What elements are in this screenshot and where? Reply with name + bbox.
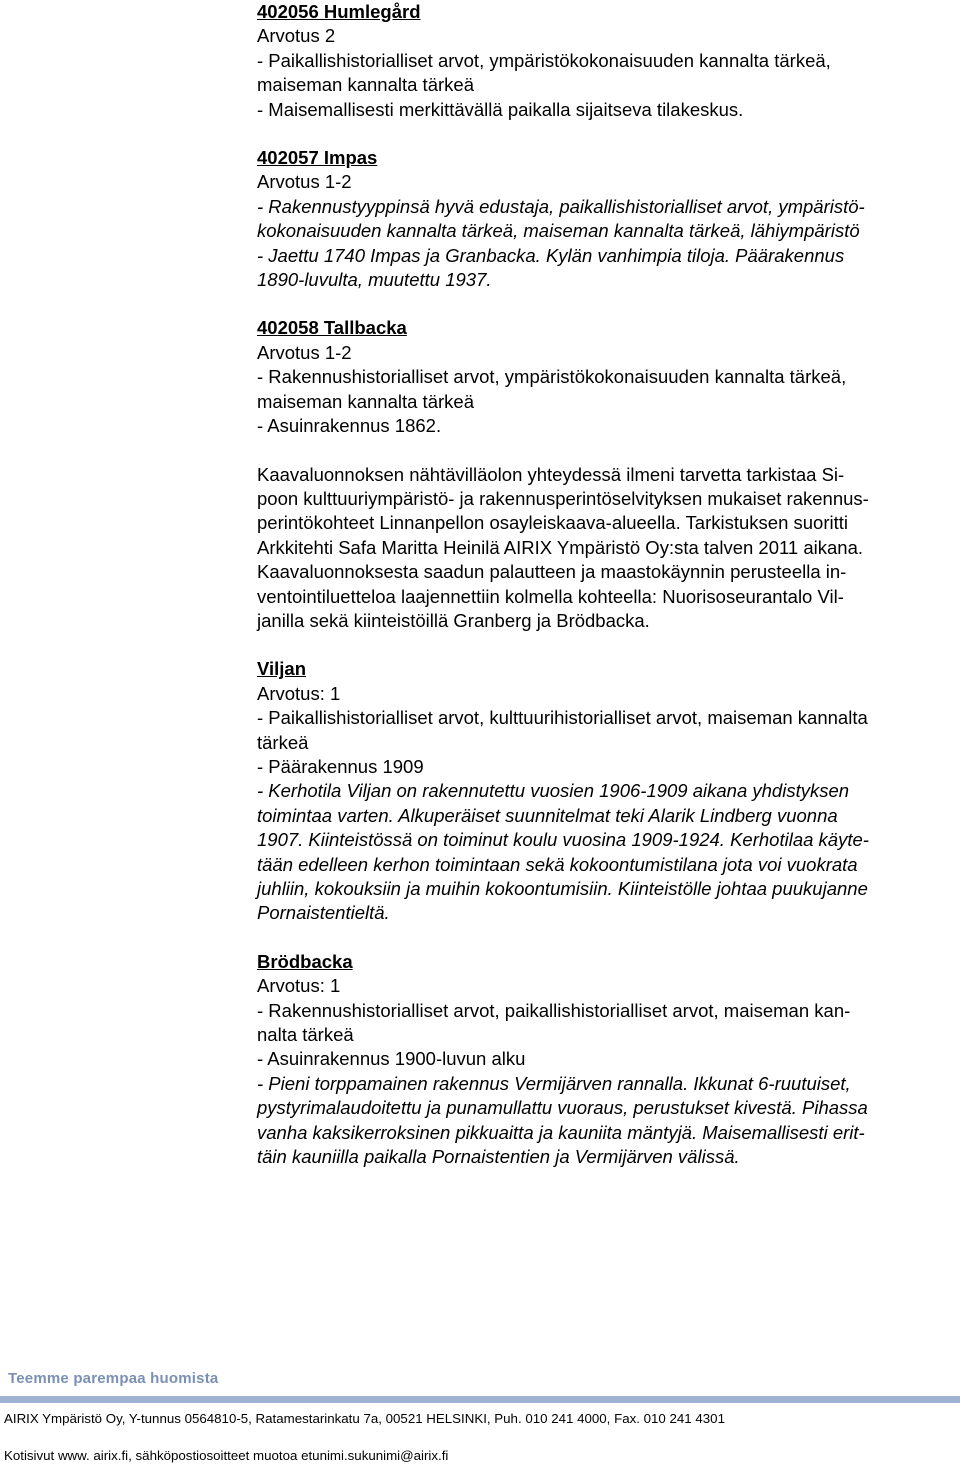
paragraph-line: ventointiluetteloa laajennettiin kolmella kohteella: Nuorisoseurantalo Vil-	[257, 585, 844, 607]
rating-line: Arvotus 1-2	[257, 171, 352, 193]
footer-website: Kotisivut www. airix.fi, sähköpostiosoitteet muotoa etunimi.sukunimi@airix.fi	[4, 1448, 449, 1463]
description-line: nalta tärkeä	[257, 1024, 354, 1046]
paragraph-line: Kaavaluonnoksen nähtävilläolon yhteydessä ilmeni tarvetta tarkistaa Si-	[257, 463, 845, 485]
site-entry-402057	[257, 146, 957, 292]
description-line: 1907. Kiinteistössä on toiminut koulu vuosina 1909-1924. Kerhotilaa käyte-	[257, 829, 869, 851]
description-line: - Asuinrakennus 1900-luvun alku	[257, 1048, 526, 1070]
site-title: Viljan	[257, 658, 307, 680]
paragraph-line: Arkkitehti Safa Maritta Heinilä AIRIX Ympäristö Oy:sta talven 2011 aikana.	[257, 536, 863, 558]
paragraph-line: poon kulttuuriympäristö- ja rakennusperintöselvityksen mukaiset rakennus-	[257, 487, 869, 509]
rating-line: Arvotus: 1	[257, 975, 341, 997]
footer-address: AIRIX Ympäristö Oy, Y-tunnus 0564810-5, Ratamestarinkatu 7a, 00521 HELSINKI, Puh. 010 241 4000, Fax. 010 241 4301	[4, 1411, 725, 1426]
description-line: toimintaa varten. Alkuperäiset suunnitelmat teki Alarik Lindberg vuonna	[257, 804, 838, 826]
description-line: - Paikallishistorialliset arvot, ympäristökokonaisuuden kannalta tärkeä,	[257, 49, 831, 71]
footer-divider	[0, 1396, 960, 1403]
description-line: tään edelleen kerhon toimintaan sekä kokoontumistilana jota voi vuokrata	[257, 853, 858, 875]
description-line: - Rakennushistorialliset arvot, paikallishistorialliset arvot, maiseman kan-	[257, 999, 851, 1021]
rating-line: Arvotus: 1	[257, 682, 341, 704]
site-entry-brodbacka	[257, 950, 957, 1170]
site-title: Brödbacka	[257, 950, 353, 972]
description-line: täin kauniilla paikalla Pornaistentien ja Vermijärven välissä.	[257, 1146, 740, 1168]
description-line: - Kerhotila Viljan on rakennutettu vuosien 1906-1909 aikana yhdistyksen	[257, 780, 850, 802]
description-line: vanha kaksikerroksinen pikkuaitta ja kauniita mäntyjä. Maisemallisesti erit-	[257, 1121, 865, 1143]
description-line: - Asuinrakennus 1862.	[257, 415, 442, 437]
description-line: Pornaistentieltä.	[257, 902, 390, 924]
rating-line: Arvotus 2	[257, 25, 336, 47]
description-line: maiseman kannalta tärkeä	[257, 74, 474, 96]
site-entry-402058	[257, 316, 957, 438]
description-line: - Jaettu 1740 Impas ja Granbacka. Kylän vanhimpia tiloja. Päärakennus	[257, 244, 845, 266]
document-body	[257, 0, 957, 1169]
description-line: kokonaisuuden kannalta tärkeä, maiseman kannalta tärkeä, lähiympäristö	[257, 220, 860, 242]
site-entry-viljan	[257, 657, 957, 925]
site-title: 402058 Tallbacka	[257, 317, 407, 339]
description-line: maiseman kannalta tärkeä	[257, 390, 474, 412]
description-line: 1890-luvulta, muutettu 1937.	[257, 269, 492, 291]
description-line: - Maisemallisesti merkittävällä paikalla sijaitseva tilakeskus.	[257, 98, 744, 120]
description-line: - Päärakennus 1909	[257, 755, 424, 777]
site-entry-402056	[257, 0, 957, 122]
description-line: - Rakennushistorialliset arvot, ympäristökokonaisuuden kannalta tärkeä,	[257, 366, 847, 388]
site-title: 402056 Humlegård	[257, 1, 421, 22]
company-slogan-logo: Teemme parempaa huomista	[8, 1370, 219, 1387]
description-line: - Rakennustyyppinsä hyvä edustaja, paikallishistorialliset arvot, ympäristö-	[257, 195, 865, 217]
description-line: - Pieni torppamainen rakennus Vermijärven rannalla. Ikkunat 6-ruutuiset,	[257, 1072, 851, 1094]
description-line: - Paikallishistorialliset arvot, kulttuurihistorialliset arvot, maiseman kannalta	[257, 707, 868, 729]
description-line: juhliin, kokouksiin ja muihin kokoontumisiin. Kiinteistölle johtaa puukujanne	[257, 878, 868, 899]
paragraph-line: Kaavaluonnoksesta saadun palautteen ja maastokäynnin perusteella in-	[257, 561, 847, 583]
review-paragraph	[257, 463, 957, 634]
description-line: tärkeä	[257, 731, 309, 753]
paragraph-line: janilla sekä kiinteistöillä Granberg ja Brödbacka.	[257, 609, 650, 631]
description-line: pystyrimalaudoitettu ja punamullattu vuoraus, perustukset kivestä. Pihassa	[257, 1097, 868, 1119]
site-title: 402057 Impas	[257, 147, 378, 169]
paragraph-line: perintökohteet Linnanpellon osayleiskaava-alueella. Tarkistuksen suoritti	[257, 512, 848, 534]
rating-line: Arvotus 1-2	[257, 341, 352, 363]
